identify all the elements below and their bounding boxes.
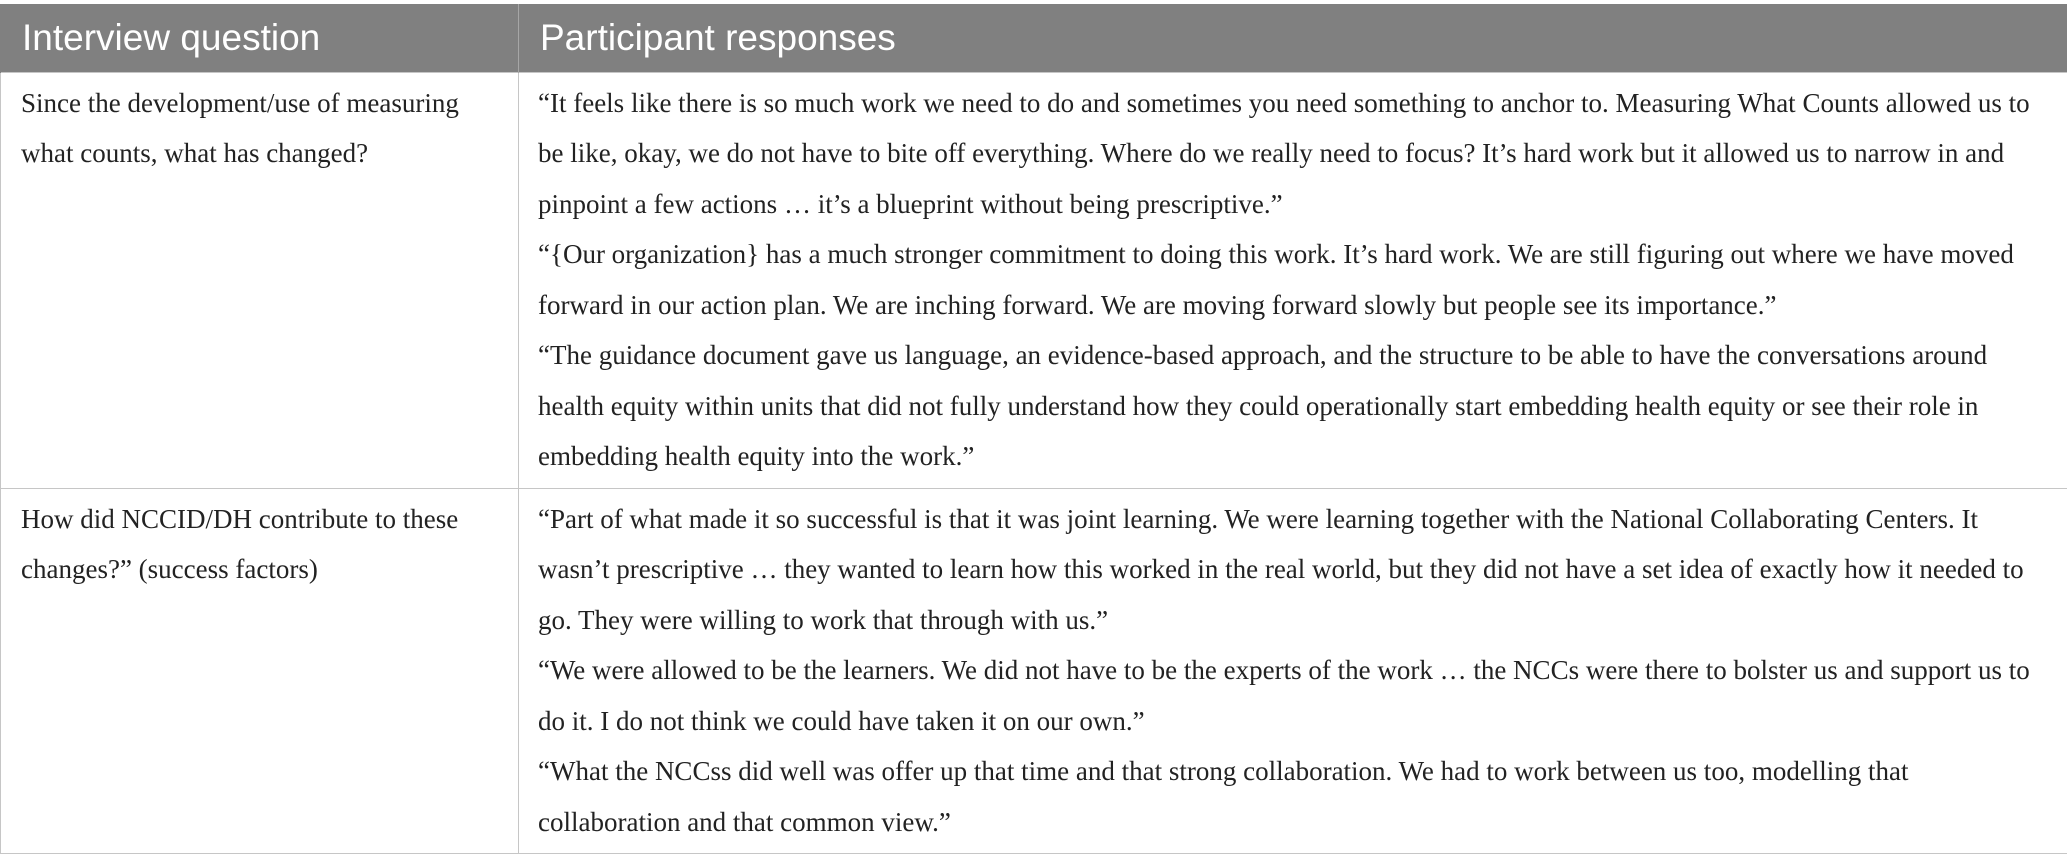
table-row xyxy=(1,72,2067,488)
response-quote: “What the NCCss did well was offer up that time and that strong collaboration. We had to work between us too, modelling that collaboration and that common view.” xyxy=(538,756,1909,837)
responses-cell xyxy=(519,488,2067,854)
question-cell: Since the development/use of measuring what counts, what has changed? xyxy=(1,72,519,488)
header-participant-responses: Participant responses xyxy=(519,4,2067,72)
response-quote: “We were allowed to be the learners. We did not have to be the experts of the work … the NCCs were there to bolster us and support us to do it. I do not think we could have taken it on our own.” xyxy=(538,655,2030,736)
table-body xyxy=(1,72,2067,854)
response-quote: “Part of what made it so successful is that it was joint learning. We were learning together with the National Collaborating Centers. It wasn’t prescriptive … they wanted to learn how this worked in the real world, but they did not have a set idea of exactly how it needed to go. They were willing to work that through with us.” xyxy=(538,503,2024,635)
table-header xyxy=(1,4,2067,72)
responses-cell xyxy=(519,72,2067,488)
header-row xyxy=(1,4,2067,72)
question-cell: How did NCCID/DH contribute to these changes?” (success factors) xyxy=(1,488,519,854)
interview-table-container xyxy=(0,4,2067,854)
response-quote: “It feels like there is so much work we need to do and sometimes you need something to anchor to. Measuring What Counts allowed us to be like, okay, we do not have to bite off everything. Where do we really need to focus? It’s hard work but it allowed us to narrow in and pinpoint a few actions … it’s a blueprint without being prescriptive.” xyxy=(538,87,2030,219)
table-row xyxy=(1,488,2067,854)
response-quote: “The guidance document gave us language, an evidence-based approach, and the structure to be able to have the conversations around health equity within units that did not fully understand how they could operationally start embedding health equity or see their role in embedding health equity into the work.” xyxy=(538,340,1988,471)
interview-responses-table xyxy=(0,4,2067,854)
response-quote: “{Our organization} has a much stronger commitment to doing this work. It’s hard work. We are still figuring out where we have moved forward in our action plan. We are inching forward. We are moving forward slowly but people see its importance.” xyxy=(538,239,2014,320)
header-interview-question: Interview question xyxy=(1,4,519,72)
